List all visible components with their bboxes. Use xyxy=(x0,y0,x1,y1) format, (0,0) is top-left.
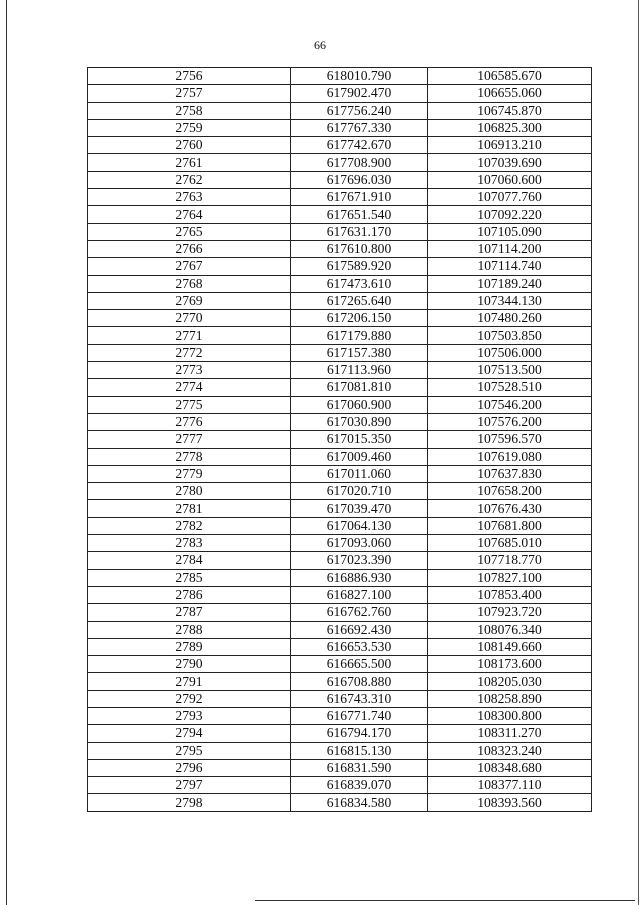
x-coordinate-cell: 616665.500 xyxy=(291,656,428,673)
y-coordinate-cell: 107827.100 xyxy=(428,569,592,586)
table-row xyxy=(88,292,592,309)
x-coordinate-cell: 617610.800 xyxy=(291,240,428,257)
point-number-cell: 2797 xyxy=(88,777,291,794)
table-row xyxy=(88,517,592,534)
x-coordinate-cell: 616794.170 xyxy=(291,725,428,742)
table-row xyxy=(88,206,592,223)
x-coordinate-cell: 617473.610 xyxy=(291,275,428,292)
point-number-cell: 2788 xyxy=(88,621,291,638)
x-coordinate-cell: 617064.130 xyxy=(291,517,428,534)
y-coordinate-cell: 108311.270 xyxy=(428,725,592,742)
point-number-cell: 2796 xyxy=(88,759,291,776)
table-row xyxy=(88,362,592,379)
table-row xyxy=(88,483,592,500)
x-coordinate-cell: 617015.350 xyxy=(291,431,428,448)
table-row xyxy=(88,102,592,119)
x-coordinate-cell: 617060.900 xyxy=(291,396,428,413)
table-row xyxy=(88,310,592,327)
y-coordinate-cell: 106825.300 xyxy=(428,119,592,136)
y-coordinate-cell: 107596.570 xyxy=(428,431,592,448)
y-coordinate-cell: 107923.720 xyxy=(428,604,592,621)
x-coordinate-cell: 617631.170 xyxy=(291,223,428,240)
x-coordinate-cell: 617011.060 xyxy=(291,465,428,482)
y-coordinate-cell: 106913.210 xyxy=(428,137,592,154)
y-coordinate-cell: 107685.010 xyxy=(428,535,592,552)
point-number-cell: 2774 xyxy=(88,379,291,396)
table-row xyxy=(88,500,592,517)
table-row xyxy=(88,552,592,569)
point-number-cell: 2775 xyxy=(88,396,291,413)
point-number-cell: 2765 xyxy=(88,223,291,240)
x-coordinate-cell: 617651.540 xyxy=(291,206,428,223)
x-coordinate-cell: 617030.890 xyxy=(291,413,428,430)
table-row xyxy=(88,586,592,603)
x-coordinate-cell: 617708.900 xyxy=(291,154,428,171)
x-coordinate-cell: 616692.430 xyxy=(291,621,428,638)
y-coordinate-cell: 107480.260 xyxy=(428,310,592,327)
y-coordinate-cell: 108076.340 xyxy=(428,621,592,638)
x-coordinate-cell: 617081.810 xyxy=(291,379,428,396)
point-number-cell: 2780 xyxy=(88,483,291,500)
y-coordinate-cell: 107344.130 xyxy=(428,292,592,309)
table-row xyxy=(88,707,592,724)
table-row xyxy=(88,656,592,673)
x-coordinate-cell: 617767.330 xyxy=(291,119,428,136)
point-number-cell: 2764 xyxy=(88,206,291,223)
y-coordinate-cell: 108393.560 xyxy=(428,794,592,811)
x-coordinate-cell: 616653.530 xyxy=(291,638,428,655)
page-number: 66 xyxy=(314,38,326,52)
table-row xyxy=(88,223,592,240)
coordinates-table xyxy=(87,67,592,812)
point-number-cell: 2789 xyxy=(88,638,291,655)
bottom-rule xyxy=(255,900,635,901)
table-row xyxy=(88,759,592,776)
x-coordinate-cell: 616815.130 xyxy=(291,742,428,759)
point-number-cell: 2794 xyxy=(88,725,291,742)
x-coordinate-cell: 617009.460 xyxy=(291,448,428,465)
x-coordinate-cell: 616771.740 xyxy=(291,707,428,724)
table-row xyxy=(88,725,592,742)
x-coordinate-cell: 616708.880 xyxy=(291,673,428,690)
table-row xyxy=(88,638,592,655)
x-coordinate-cell: 617039.470 xyxy=(291,500,428,517)
y-coordinate-cell: 107513.500 xyxy=(428,362,592,379)
table-row xyxy=(88,379,592,396)
y-coordinate-cell: 108258.890 xyxy=(428,690,592,707)
point-number-cell: 2790 xyxy=(88,656,291,673)
x-coordinate-cell: 617671.910 xyxy=(291,189,428,206)
x-coordinate-cell: 616834.580 xyxy=(291,794,428,811)
table-row xyxy=(88,119,592,136)
y-coordinate-cell: 107092.220 xyxy=(428,206,592,223)
x-coordinate-cell: 617589.920 xyxy=(291,258,428,275)
point-number-cell: 2756 xyxy=(88,68,291,85)
y-coordinate-cell: 106745.870 xyxy=(428,102,592,119)
point-number-cell: 2793 xyxy=(88,707,291,724)
x-coordinate-cell: 617742.670 xyxy=(291,137,428,154)
y-coordinate-cell: 107658.200 xyxy=(428,483,592,500)
point-number-cell: 2761 xyxy=(88,154,291,171)
y-coordinate-cell: 107681.800 xyxy=(428,517,592,534)
y-coordinate-cell: 107676.430 xyxy=(428,500,592,517)
table-row xyxy=(88,396,592,413)
right-margin-line xyxy=(638,0,639,905)
table-row xyxy=(88,794,592,811)
y-coordinate-cell: 107528.510 xyxy=(428,379,592,396)
point-number-cell: 2781 xyxy=(88,500,291,517)
table-row xyxy=(88,85,592,102)
point-number-cell: 2776 xyxy=(88,413,291,430)
y-coordinate-cell: 107105.090 xyxy=(428,223,592,240)
x-coordinate-cell: 616762.760 xyxy=(291,604,428,621)
x-coordinate-cell: 617265.640 xyxy=(291,292,428,309)
y-coordinate-cell: 107619.080 xyxy=(428,448,592,465)
x-coordinate-cell: 617206.150 xyxy=(291,310,428,327)
table-row xyxy=(88,275,592,292)
y-coordinate-cell: 108205.030 xyxy=(428,673,592,690)
table-row xyxy=(88,189,592,206)
y-coordinate-cell: 107718.770 xyxy=(428,552,592,569)
table-row xyxy=(88,535,592,552)
y-coordinate-cell: 107576.200 xyxy=(428,413,592,430)
point-number-cell: 2771 xyxy=(88,327,291,344)
coordinates-table-body xyxy=(88,68,592,812)
point-number-cell: 2767 xyxy=(88,258,291,275)
y-coordinate-cell: 107114.200 xyxy=(428,240,592,257)
x-coordinate-cell: 616743.310 xyxy=(291,690,428,707)
point-number-cell: 2760 xyxy=(88,137,291,154)
table-row xyxy=(88,673,592,690)
point-number-cell: 2783 xyxy=(88,535,291,552)
point-number-cell: 2770 xyxy=(88,310,291,327)
y-coordinate-cell: 108300.800 xyxy=(428,707,592,724)
y-coordinate-cell: 108149.660 xyxy=(428,638,592,655)
table-row xyxy=(88,154,592,171)
x-coordinate-cell: 616886.930 xyxy=(291,569,428,586)
y-coordinate-cell: 107039.690 xyxy=(428,154,592,171)
point-number-cell: 2772 xyxy=(88,344,291,361)
y-coordinate-cell: 107077.760 xyxy=(428,189,592,206)
point-number-cell: 2798 xyxy=(88,794,291,811)
table-row xyxy=(88,137,592,154)
table-row xyxy=(88,413,592,430)
point-number-cell: 2759 xyxy=(88,119,291,136)
y-coordinate-cell: 106585.670 xyxy=(428,68,592,85)
table-row xyxy=(88,327,592,344)
table-row xyxy=(88,431,592,448)
point-number-cell: 2786 xyxy=(88,586,291,603)
point-number-cell: 2795 xyxy=(88,742,291,759)
x-coordinate-cell: 616839.070 xyxy=(291,777,428,794)
point-number-cell: 2787 xyxy=(88,604,291,621)
table-row xyxy=(88,621,592,638)
point-number-cell: 2766 xyxy=(88,240,291,257)
y-coordinate-cell: 108348.680 xyxy=(428,759,592,776)
y-coordinate-cell: 108173.600 xyxy=(428,656,592,673)
point-number-cell: 2792 xyxy=(88,690,291,707)
point-number-cell: 2791 xyxy=(88,673,291,690)
x-coordinate-cell: 617902.470 xyxy=(291,85,428,102)
x-coordinate-cell: 617157.380 xyxy=(291,344,428,361)
point-number-cell: 2773 xyxy=(88,362,291,379)
y-coordinate-cell: 107060.600 xyxy=(428,171,592,188)
x-coordinate-cell: 617756.240 xyxy=(291,102,428,119)
y-coordinate-cell: 107503.850 xyxy=(428,327,592,344)
table-row xyxy=(88,344,592,361)
x-coordinate-cell: 616831.590 xyxy=(291,759,428,776)
table-row xyxy=(88,777,592,794)
y-coordinate-cell: 107637.830 xyxy=(428,465,592,482)
x-coordinate-cell: 617179.880 xyxy=(291,327,428,344)
y-coordinate-cell: 108323.240 xyxy=(428,742,592,759)
x-coordinate-cell: 617113.960 xyxy=(291,362,428,379)
point-number-cell: 2785 xyxy=(88,569,291,586)
x-coordinate-cell: 617093.060 xyxy=(291,535,428,552)
y-coordinate-cell: 107189.240 xyxy=(428,275,592,292)
point-number-cell: 2763 xyxy=(88,189,291,206)
point-number-cell: 2757 xyxy=(88,85,291,102)
table-row xyxy=(88,68,592,85)
point-number-cell: 2784 xyxy=(88,552,291,569)
table-row xyxy=(88,465,592,482)
point-number-cell: 2779 xyxy=(88,465,291,482)
table-row xyxy=(88,258,592,275)
point-number-cell: 2778 xyxy=(88,448,291,465)
point-number-cell: 2782 xyxy=(88,517,291,534)
table-row xyxy=(88,448,592,465)
y-coordinate-cell: 107853.400 xyxy=(428,586,592,603)
y-coordinate-cell: 106655.060 xyxy=(428,85,592,102)
point-number-cell: 2758 xyxy=(88,102,291,119)
x-coordinate-cell: 617020.710 xyxy=(291,483,428,500)
point-number-cell: 2768 xyxy=(88,275,291,292)
y-coordinate-cell: 107506.000 xyxy=(428,344,592,361)
x-coordinate-cell: 618010.790 xyxy=(291,68,428,85)
table-row xyxy=(88,171,592,188)
x-coordinate-cell: 616827.100 xyxy=(291,586,428,603)
left-margin-line xyxy=(6,0,7,905)
x-coordinate-cell: 617023.390 xyxy=(291,552,428,569)
point-number-cell: 2769 xyxy=(88,292,291,309)
table-row xyxy=(88,604,592,621)
table-row xyxy=(88,240,592,257)
x-coordinate-cell: 617696.030 xyxy=(291,171,428,188)
table-row xyxy=(88,742,592,759)
table-row xyxy=(88,690,592,707)
point-number-cell: 2762 xyxy=(88,171,291,188)
y-coordinate-cell: 108377.110 xyxy=(428,777,592,794)
point-number-cell: 2777 xyxy=(88,431,291,448)
y-coordinate-cell: 107546.200 xyxy=(428,396,592,413)
y-coordinate-cell: 107114.740 xyxy=(428,258,592,275)
table-row xyxy=(88,569,592,586)
